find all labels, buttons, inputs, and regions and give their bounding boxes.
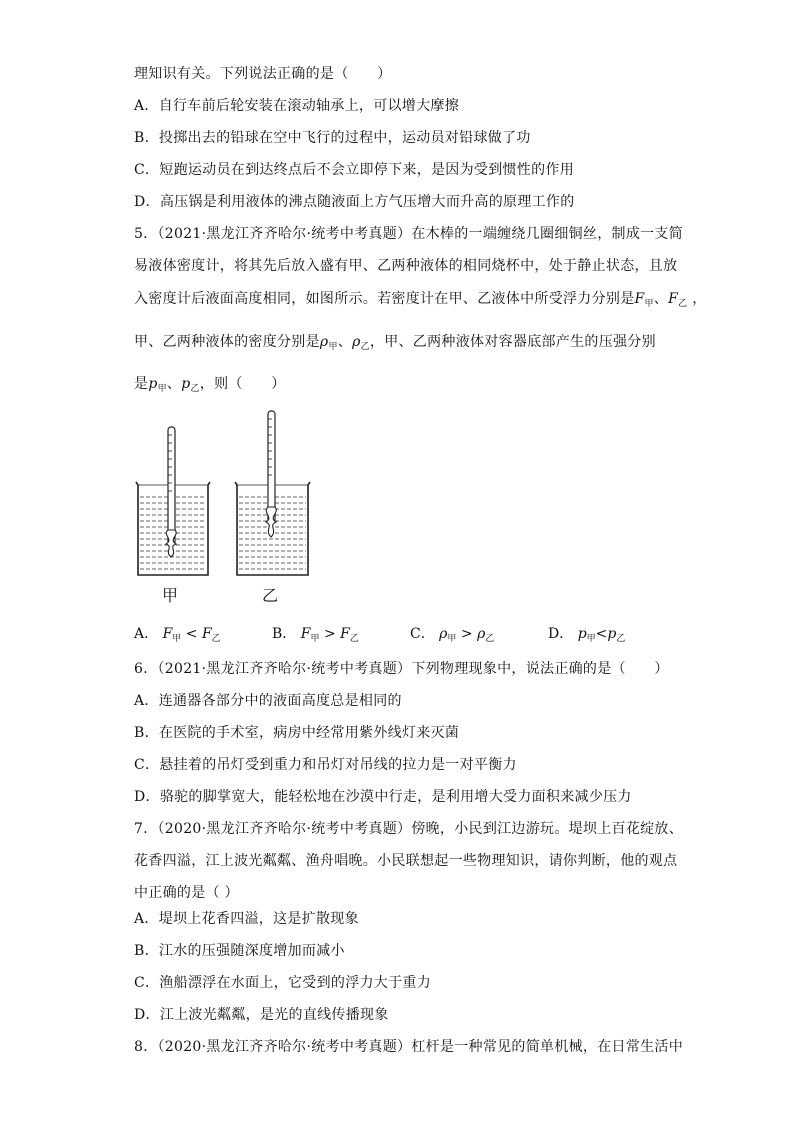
q5-option-a[interactable] <box>134 624 221 646</box>
subscript-jia: 甲 <box>447 634 457 644</box>
symbol-p: p <box>577 626 587 642</box>
symbol-f: F <box>668 291 679 307</box>
q6-option-d[interactable]: D．骆驼的脚掌宽大，能轻松地在沙漠中行走，是利用增大受力面积来减少压力 <box>134 789 632 805</box>
subscript-jia: 甲 <box>586 634 596 644</box>
subscript-jia: 甲 <box>328 342 338 352</box>
q7-option-c[interactable]: C．渔船漂浮在水面上，它受到的浮力大于重力 <box>134 975 432 991</box>
subscript-yi: 乙 <box>349 634 359 644</box>
q5-stem-line5 <box>134 374 286 396</box>
separator: 、 <box>653 291 669 307</box>
q5-option-c[interactable] <box>410 624 494 646</box>
subscript-jia: 甲 <box>310 634 320 644</box>
q7-stem-line1: 7．（2020·黑龙江齐齐哈尔·统考中考真题）傍晚，小民到江边游玩。堤坝上百花绽放、 <box>134 821 684 837</box>
q5-stem-line4-text2: ，甲、乙两种液体对容器底部产生的压强分别 <box>369 334 656 350</box>
q5-stem-line3-text: 入密度计后液面高度相同，如图所示。若密度计在甲、乙液体中所受浮力分别是 <box>134 291 635 307</box>
subscript-yi: 乙 <box>485 634 495 644</box>
q7-option-d[interactable]: D．江上波光粼粼，是光的直线传播现象 <box>134 1007 389 1023</box>
beakers-diagram <box>128 405 318 610</box>
q6-option-a[interactable]: A．连通器各部分中的液面高度总是相同的 <box>134 693 402 709</box>
q8-stem-line1: 8．（2020·黑龙江齐齐哈尔·统考中考真题）杠杆是一种常见的简单机械，在日常生活中 <box>134 1039 684 1055</box>
comma: ， <box>687 291 707 307</box>
q7-stem-line3: 中正确的是（ ） <box>134 885 239 901</box>
symbol-p: p <box>607 626 617 642</box>
q4-option-a[interactable]: A．自行车前后轮安装在滚动轴承上，可以增大摩擦 <box>134 98 460 114</box>
symbol-rho: ρ <box>439 626 448 642</box>
q5-option-d[interactable] <box>548 624 625 646</box>
relation: < <box>185 626 198 642</box>
symbol-f: F <box>340 626 350 642</box>
q7-option-b[interactable]: B．江水的压强随深度增加而减小 <box>134 943 345 959</box>
relation: > <box>323 626 336 642</box>
label-jia: 甲 <box>162 586 179 605</box>
symbol-f: F <box>201 626 212 642</box>
q4-stem-tail: 理知识有关。下列说法正确的是（ ） <box>134 66 392 82</box>
symbol-f: F <box>634 291 645 307</box>
symbol-rho: ρ <box>477 626 486 642</box>
q4-option-d[interactable]: D．高压锅是利用液体的沸点随液面上方气压增大而升高的原理工作的 <box>134 194 575 210</box>
subscript-yi: 乙 <box>616 634 626 644</box>
subscript-jia: 甲 <box>157 384 167 394</box>
q4-option-b[interactable]: B．投掷出去的铅球在空中飞行的过程中，运动员对铅球做了功 <box>134 130 531 146</box>
option-label: C． <box>410 626 435 642</box>
option-label: B． <box>272 626 297 642</box>
q5-stem-line1: 5．（2021·黑龙江齐齐哈尔·统考中考真题）在木棒的一端缠绕几圈细铜丝，制成一支简 <box>134 226 684 242</box>
q7-stem-line2: 花香四溢，江上波光粼粼、渔舟唱晚。小民联想起一些物理知识，请你判断，他的观点 <box>134 853 678 869</box>
relation: < <box>595 626 608 642</box>
q5-stem-line4 <box>134 332 656 354</box>
option-label: D． <box>548 626 574 642</box>
hydrometer-figure <box>128 405 318 610</box>
q6-option-b[interactable]: B．在医院的手术室，病房中经常用紫外线灯来灭菌 <box>134 725 460 741</box>
label-yi: 乙 <box>262 586 279 605</box>
symbol-rho: ρ <box>352 334 361 350</box>
subscript-yi: 乙 <box>211 634 221 644</box>
symbol-rho: ρ <box>319 334 329 350</box>
subscript-jia: 甲 <box>644 299 654 309</box>
q7-option-a[interactable]: A．堤坝上花香四溢，这是扩散现象 <box>134 911 359 927</box>
subscript-jia: 甲 <box>172 634 182 644</box>
subscript-yi: 乙 <box>360 342 370 352</box>
symbol-p: p <box>181 376 191 392</box>
option-label: A． <box>134 626 159 642</box>
q6-stem: 6．（2021·黑龙江齐齐哈尔·统考中考真题）下列物理现象中，说法正确的是（ ） <box>134 661 669 677</box>
q5-stem-line5-post: ，则（ ） <box>199 376 286 392</box>
q5-stem-line4-text1: 甲、乙两种液体的密度分别是 <box>134 334 320 350</box>
symbol-f: F <box>162 626 173 642</box>
beaker-left <box>136 427 210 575</box>
symbol-f: F <box>300 626 311 642</box>
subscript-yi: 乙 <box>678 299 688 309</box>
beaker-right <box>235 411 310 575</box>
q5-stem-line5-pre: 是 <box>134 376 149 392</box>
q5-stem-line2: 易液体密度计，将其先后放入盛有甲、乙两种液体的相同烧杯中，处于静止状态，且放 <box>134 258 678 274</box>
q6-option-c[interactable]: C．悬挂着的吊灯受到重力和吊灯对吊线的拉力是一对平衡力 <box>134 757 517 773</box>
q4-option-c[interactable]: C．短跑运动员在到达终点后不会立即停下来，是因为受到惯性的作用 <box>134 162 575 178</box>
q5-option-b[interactable] <box>272 624 359 646</box>
subscript-yi: 乙 <box>190 384 200 394</box>
q5-stem-line3 <box>134 289 707 311</box>
separator: 、 <box>337 334 353 350</box>
relation: > <box>460 626 473 642</box>
separator: 、 <box>166 376 182 392</box>
symbol-p: p <box>148 376 158 392</box>
